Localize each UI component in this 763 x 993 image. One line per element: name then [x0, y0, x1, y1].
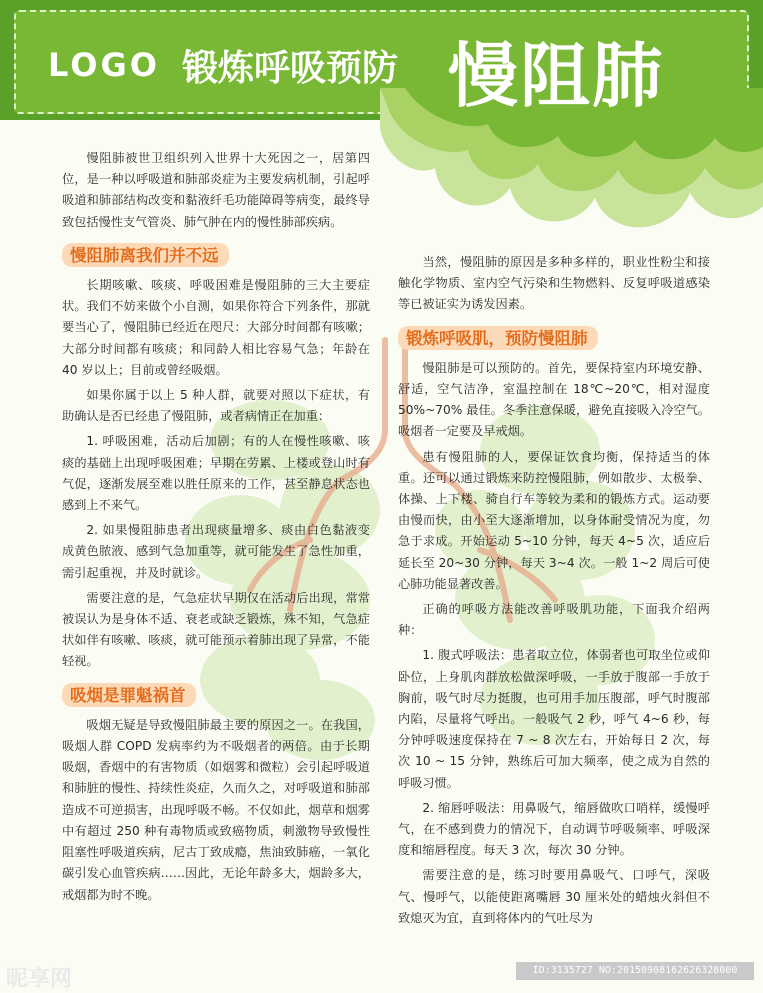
smoking-paragraph: 吸烟无疑是导致慢阻肺最主要的原因之一。在我国，吸烟人群 COPD 发病率约为不吸烟者的两倍。由于长期吸烟，香烟中的有害物质（如烟雾和微粒）会引起呼吸道和肺脏的慢性、持续性炎症，久而久之，对呼吸道和肺部造成不可逆损害，出现呼吸不畅。不仅如此，烟草和烟雾中有超过 250 种有毒物质或致癌物质，刺激物导致慢性阻塞性呼吸道疾病，尼古丁致成瘾，焦油致肺癌，一氧化碳引发心血管疾病……因此，无论年龄多大，烟龄多大，戒烟都为时不晚。 — [62, 717, 370, 902]
pursed-lip-breathing-item: 2. 缩唇呼吸法：用鼻吸气，缩唇做吹口哨样，缓慢呼气，在不感到费力的情况下，自动调节呼吸频率、呼吸深度和缩唇程度。每天 3 次，每次 30 分钟。 — [398, 800, 710, 858]
section-heading-exercise: 锻炼呼吸肌，预防慢阻肺 — [398, 326, 598, 350]
breathing-intro-paragraph: 正确的呼吸方法能改善呼吸肌功能，下面我介绍两种： — [398, 602, 710, 638]
practice-note-paragraph: 需要注意的是，练习时要用鼻吸气、口呼气，深吸气、慢呼气，以能使距离嘴唇 30 厘米处的蜡烛火斜但不致熄灭为宜，直到将体内的气吐尽为 — [398, 868, 710, 925]
logo-text: LOGO — [48, 46, 160, 84]
abdominal-breathing-item: 1. 腹式呼吸法：患者取立位，体弱者也可取坐位或仰卧位，上身肌肉群放松做深呼吸，一手放于腹部一手放于胸前，吸气时尽力挺腹，也可用手加压腹部，呼气时腹部内陷，尽量将气呼出。一般吸气 2 秒，呼气 4~6 秒，每分钟呼吸速度保持在 7 ~ 8 次左右，开始每日 2 次，每次 10 ~ 15 分钟，熟练后可加大频率，使之成为自然的呼吸习惯。 — [398, 648, 710, 790]
causes-paragraph: 当然，慢阻肺的原因是多种多样的，职业性粉尘和接触化学物质、室内空气污染和生物燃料、反复呼吸道感染等已被证实为诱发因素。 — [398, 255, 710, 312]
section-heading-not-far: 慢阻肺离我们并不远 — [62, 243, 229, 267]
intro-paragraph: 慢阻肺被世卫组织列入世界十大死因之一，居第四位，是一种以呼吸道和肺部炎症为主要发病机制，引起呼吸道和肺部结构改变和黏液纤毛功能障碍等病变，最终导致包括慢性支气管炎、肺气肿在内的慢性肺部疾病。 — [62, 151, 370, 229]
right-column — [398, 252, 710, 933]
symptom-item-1: 1. 呼吸困难，活动后加剧；有的人在慢性咳嗽、咳痰的基础上出现呼吸困难；早期在劳累、上楼或登山时有气促，逐渐发展至难以胜任原来的工作，甚至静息状态也感到上不来气。 — [62, 434, 370, 513]
page-title-prefix: 锻炼呼吸预防 — [182, 48, 399, 89]
watermark-id: ID:3135727 NO:20150908162626328000 — [516, 962, 754, 980]
exercise-paragraph: 患有慢阻肺的人，要保证饮食均衡，保持适当的体重。还可以通过锻炼来防控慢阻肺，例如散步、太极拳、体操、上下楼、骑自行车等较为柔和的锻炼方式。运动要由慢而快，由小至大逐渐增加，以身体耐受情况为度，勿急于求成。开始运动 5~10 分钟，每天 4~5 次，适应后延长至 20~30 分钟，每天 3~4 次。一般 1~2 周后可使心肺功能显著改善。 — [398, 449, 710, 591]
watermark-site: 昵享网 — [6, 967, 73, 992]
page-title-emphasis: 慢阻肺 — [448, 35, 664, 117]
prevention-paragraph: 慢阻肺是可以预防的。首先，要保持室内环境安静、舒适，空气洁净，室温控制在 18℃~20℃，相对湿度 50%~70% 最佳。冬季注意保暖，避免直接吸入冷空气。吸烟者一定要及早戒烟。 — [398, 360, 711, 439]
left-column — [62, 148, 370, 910]
symptoms-paragraph: 长期咳嗽、咳痰、呼吸困难是慢阻肺的三大主要症状。我们不妨来做个小自测，如果你符合下列条件，那就要当心了，慢阻肺已经近在咫尺：大部分时间都有咳嗽；大部分时间都有咳痰；和同龄人相比容易气急；年龄在 40 岁以上；目前或曾经吸烟。 — [62, 278, 370, 377]
self-check-paragraph: 如果你属于以上 5 种人群，就要对照以下症状，有助确认是否已经患了慢阻肺，或者病情正在加重： — [62, 388, 370, 424]
symptom-item-2: 2. 如果慢阻肺患者出现痰量增多、痰由白色黏液变成黄色脓液、感到气急加重等，就可能发生了急性加重，需引起重视，并及时就诊。 — [62, 523, 370, 580]
section-heading-smoking: 吸烟是罪魁祸首 — [62, 683, 196, 707]
attention-paragraph: 需要注意的是，气急症状早期仅在活动后出现，常常被误认为是身体不适、衰老或缺乏锻炼，殊不知，气急症状如伴有咳嗽、咳痰，就可能预示着肺出现了异常，不能轻视。 — [62, 590, 370, 669]
